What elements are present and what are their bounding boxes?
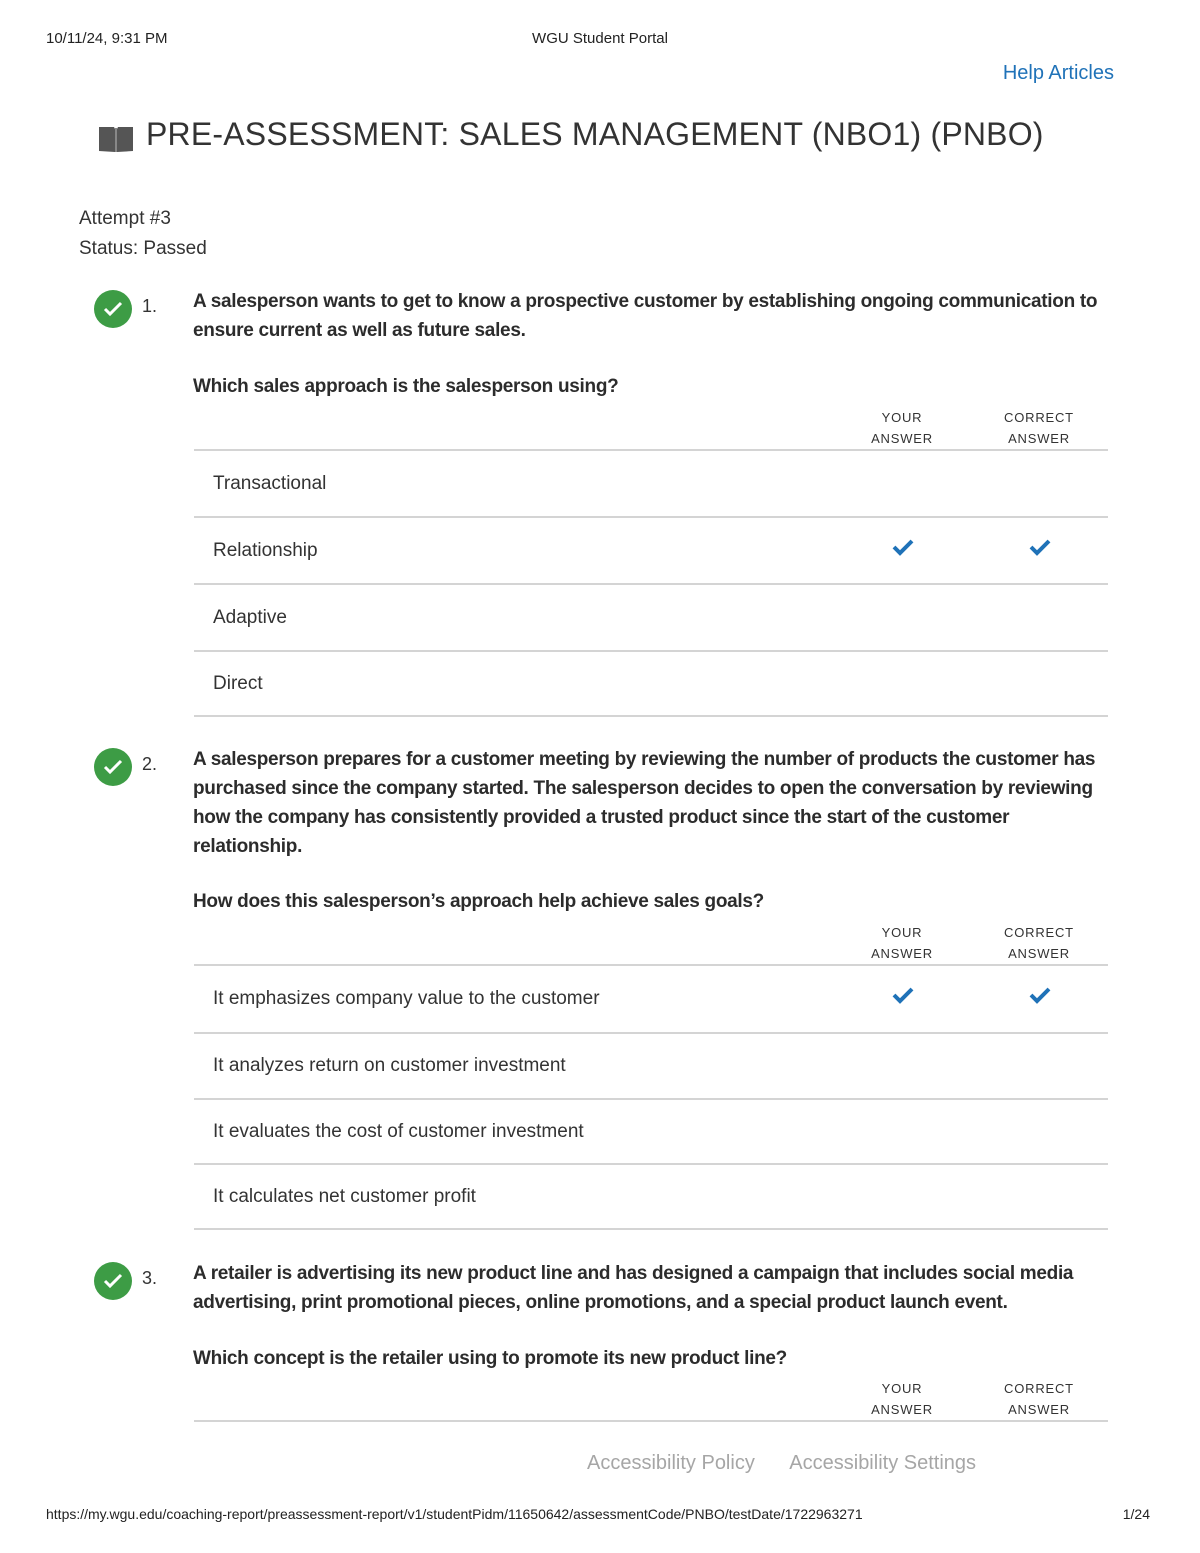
your-answer-header: YOUR ANSWER	[871, 925, 933, 961]
attempt-number: Attempt #3	[79, 208, 171, 229]
your-answer-header: YOUR ANSWER	[871, 1381, 933, 1417]
answer-table-divider	[194, 1420, 1108, 1422]
your-answer-check-icon	[834, 965, 971, 1033]
answer-row	[194, 1099, 1108, 1164]
your-answer-check-icon	[834, 517, 971, 584]
correct-answer-header: CORRECT ANSWER	[1004, 1381, 1074, 1417]
answer-row	[194, 1033, 1108, 1099]
correct-answer-check-icon	[971, 965, 1108, 1033]
option-text: Adaptive	[194, 584, 834, 651]
question-stem: A retailer is advertising its new product line and has designed a campaign that includes social media advertising, print promotional pieces, online promotions, and a special product launch event.	[193, 1263, 1074, 1313]
option-text: Relationship	[194, 517, 834, 584]
answer-row	[194, 1164, 1108, 1229]
option-text: Direct	[194, 651, 834, 716]
option-text: It calculates net customer profit	[194, 1164, 834, 1229]
answer-row	[194, 450, 1108, 517]
print-page-number: 1/24	[1122, 1506, 1150, 1522]
option-text: It analyzes return on customer investment	[194, 1033, 834, 1099]
correct-answer-header: CORRECT ANSWER	[1004, 925, 1074, 961]
attempt-status: Status: Passed	[79, 238, 207, 259]
answer-table	[194, 449, 1108, 717]
help-articles-link[interactable]: Help Articles	[1002, 62, 1114, 84]
question-stem: A salesperson prepares for a customer meeting by reviewing the number of products the customer has purchased since the company started. The salesperson decides to open the conversation by reviewing how the company has consistently provided a trusted product since the start of the customer relationship.	[193, 749, 1096, 857]
page-title	[98, 116, 1044, 153]
answer-table	[194, 964, 1108, 1230]
answer-row	[194, 517, 1108, 584]
print-url: https://my.wgu.edu/coaching-report/preassessment-report/v1/studentPidm/11650642/assessmentCode/PNBO/testDate/1722963271	[46, 1506, 863, 1522]
page-title-text: PRE-ASSESSMENT: SALES MANAGEMENT (NBO1) (PNBO)	[146, 116, 1044, 152]
correct-answer-header: CORRECT ANSWER	[1004, 410, 1074, 446]
question-number: 3.	[142, 1268, 158, 1288]
correct-check-icon	[94, 290, 132, 328]
correct-check-icon	[94, 1262, 132, 1300]
option-text: It emphasizes company value to the customer	[194, 965, 834, 1033]
correct-answer-check-icon	[971, 517, 1108, 584]
question-number: 1.	[142, 296, 158, 316]
question-prompt: How does this salesperson’s approach help achieve sales goals?	[193, 891, 764, 912]
option-text: It evaluates the cost of customer investment	[194, 1099, 834, 1164]
accessibility-settings-link[interactable]: Accessibility Settings	[789, 1452, 977, 1474]
question-stem: A salesperson wants to get to know a prospective customer by establishing ongoing communication to ensure current as well as future sales.	[193, 291, 1098, 341]
answer-row	[194, 584, 1108, 651]
question-prompt: Which concept is the retailer using to promote its new product line?	[193, 1348, 787, 1369]
option-text: Transactional	[194, 450, 834, 517]
print-datetime: 10/11/24, 9:31 PM	[46, 30, 168, 47]
question-prompt: Which sales approach is the salesperson using?	[193, 376, 619, 397]
your-answer-header: YOUR ANSWER	[871, 410, 933, 446]
question-number: 2.	[142, 754, 158, 774]
print-page-title: WGU Student Portal	[532, 30, 668, 47]
accessibility-policy-link[interactable]: Accessibility Policy	[587, 1452, 755, 1474]
answer-row	[194, 651, 1108, 716]
footer-links	[587, 1452, 1006, 1475]
correct-check-icon	[94, 748, 132, 786]
book-icon	[98, 123, 134, 153]
answer-row	[194, 965, 1108, 1033]
